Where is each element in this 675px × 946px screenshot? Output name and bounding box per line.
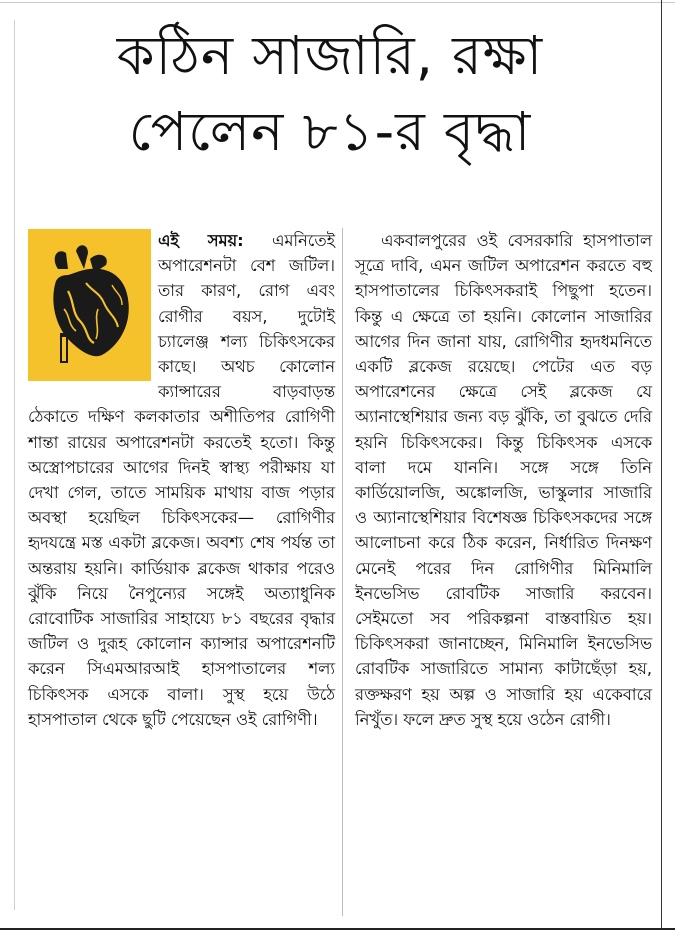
top-rule <box>0 2 675 3</box>
headline-line-2: পেলেন ৮১-র বৃদ্ধা <box>128 100 532 163</box>
headline-line-1: কঠিন সাজারি, রক্ষা <box>116 24 544 87</box>
headline <box>28 18 632 170</box>
article-column-left <box>28 228 335 732</box>
bottom-rule <box>0 928 675 930</box>
right-rule <box>661 0 662 930</box>
article-text-right: একবালপুরের ওই বেসরকারি হাসপাতাল সূত্রে দাবি, এমন জটিল অপারেশন করতে বহু হাসপাতালের চিকিৎসকরাই পিছুপা হতেন। কিন্তু এ ক্ষেত্রে তা হয়নি। কোলোন সাজারির আগের দিন জানা যায়, রোগিণীর হৃদধমনিতে একটি ব্লকেজ রয়েছে। পেটের এত বড় অপারেশনের ক্ষেত্রে সেই ব্লকেজ যে অ্যানাস্থেশিয়ার জন্য বড় ঝুঁকি, তা বুঝতে দেরি হয়নি চিকিৎসকের। কিন্তু চিকিৎসক এসকে বালা দমে যাননি। সঙ্গে সঙ্গে তিনি কার্ডিয়োলজি, অঙ্কোলজি, ভাস্কুলার সাজারি ও অ্যানাস্থেশিয়ার বিশেষজ্ঞ চিকিৎসকদের সঙ্গে আলোচনা করে ঠিক করেন, নির্ধারিত দিনক্ষণ মেনেই পরের দিন রোগিণীর মিনিমালি ইনভেসিভ রোবটিক সাজারি করবেন। সেইমতো সব পরিকল্পনা বাস্তবায়িত হয়। চিকিৎসকরা জানাচ্ছেন, মিনিমালি ইনভেসিভ রোবটিক সাজারিতে সামান্য কাটাছেঁড়া হয়, রক্তক্ষরণ হয় অল্প ও সাজারি হয় একেবারে নিখুঁত। ফলে দ্রুত সুস্থ হয়ে ওঠেন রোগী। <box>355 231 652 729</box>
column-divider <box>342 228 343 916</box>
illustration-spacer <box>28 228 158 380</box>
left-rule <box>14 20 15 910</box>
article-text-left: এমনিতেই অপারেশনটা বেশ জটিল। তার কারণ, রোগ এবং রোগীর বয়স, দুটোই চ্যালেঞ্জ শল্য চিকিৎসকের কাছে। অথচ কোলোন ক্যান্সারের বাড়বাড়ন্ত ঠেকাতে দক্ষিণ কলকাতার অশীতিপর রোগিণী শান্তা রায়ের অপারেশনটা করতেই হতো। কিন্তু অস্ত্রোপচারের আগের দিনই স্বাস্থ্য পরীক্ষায় যা দেখা গেল, তাতে সাময়িক মাথায় বাজ পড়ার অবস্থা হয়েছিল চিকিৎসকের— রোগিণীর হৃদযন্ত্রে মস্ত একটা ব্লকেজ। অবশ্য শেষ পর্যন্ত তা অন্তরায় হয়নি। কার্ডিয়াক ব্লকেজ থাকার পরেও ঝুঁকি নিয়ে নৈপুন্যের সঙ্গেই অত্যাধুনিক রোবোটিক সাজারির সাহায্যে ৮১ বছরের বৃদ্ধার জটিল ও দুরূহ কোলোন ক্যান্সার অপারেশনটি করেন সিএমআরআই হাসপাতালের শল্য চিকিৎসক এসকে বালা। সুস্থ হয়ে উঠে হাসপাতাল থেকে ছুটি পেয়েছেন ওই রোগিণী। <box>28 231 335 729</box>
article-column-right <box>355 228 652 732</box>
byline: এই সময়: <box>158 231 244 250</box>
